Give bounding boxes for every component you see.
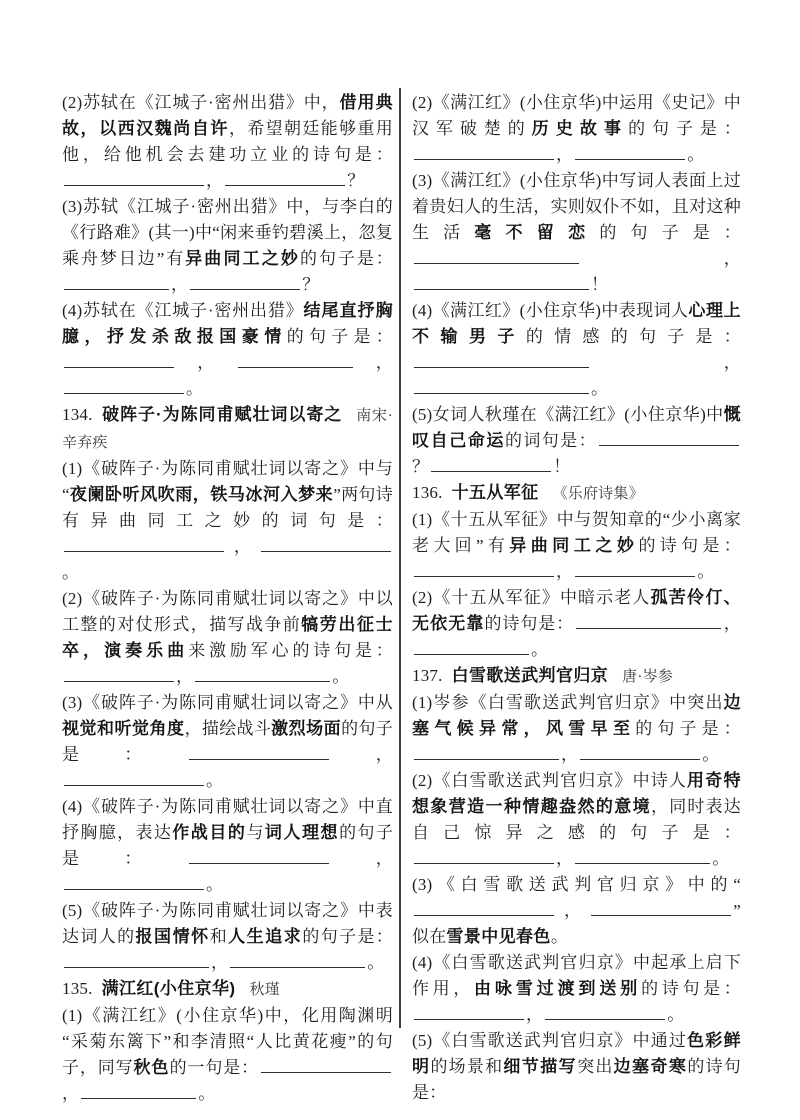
question-text: 的句子是：: [635, 719, 742, 738]
question-text: (3)苏轼《江城子·密州出猎》中，与李白的《行路难》(其一)中“闲来垂钓碧溪上，忽复乘舟梦日边”有: [62, 197, 393, 268]
question-text: (2)《满江红》(小住京华)中运用《史记》中汉军破楚的: [412, 93, 741, 138]
section-heading: [412, 663, 741, 690]
answer-blank: [545, 1017, 665, 1020]
question-text: 的情感的句子是：: [525, 327, 741, 346]
question-text: ，: [226, 537, 259, 556]
question-text: 的句子是：: [302, 927, 394, 946]
heading-title: 满江红(小住京华): [101, 979, 236, 998]
answer-blank: [414, 391, 589, 394]
question-text: 。: [531, 640, 549, 659]
answer-blank: [414, 757, 559, 760]
emphasis-text: 孤苦伶仃、无依无靠: [412, 588, 742, 633]
question-text: 的句子是：: [286, 327, 394, 346]
answer-blank: [64, 549, 224, 552]
section-heading: [62, 976, 393, 1003]
question-item: [412, 507, 741, 585]
question-item: [412, 402, 741, 480]
emphasis-text: 借用典故，以西汉魏尚自许: [62, 93, 394, 138]
question-text: ，: [176, 353, 236, 372]
answer-blank: [64, 183, 204, 186]
heading-author: 南宋·辛弃疾: [62, 408, 393, 451]
heading-number: 135.: [62, 979, 93, 998]
question-text: (4)苏轼在《江城子·密州出猎》: [62, 301, 304, 320]
question-text: (3)《白雪歌送武判官归京》中的“: [412, 875, 741, 894]
heading-title: 白雪歌送武判官归京: [451, 666, 609, 685]
question-text: (2)《白雪歌送武判官归京》中诗人: [412, 771, 687, 790]
question-text: (1)《破阵子·为陈同甫赋壮词以寄之》中与“: [62, 459, 393, 504]
question-text: 突出: [577, 1057, 614, 1076]
answer-blank: [414, 574, 554, 577]
heading-title: 破阵子·为陈同甫赋壮词以寄之: [101, 405, 343, 424]
question-text: (2)苏轼在《江城子·密州出猎》中，: [62, 93, 340, 112]
question-text: ，: [354, 353, 394, 372]
question-text: ！: [591, 275, 609, 294]
question-item: [412, 298, 741, 402]
question-text: 。: [702, 745, 720, 764]
answer-blank: [575, 574, 695, 577]
question-item: [62, 1003, 393, 1107]
answer-blank: [238, 365, 353, 368]
question-text: (4)《白雪歌送武判官归京》中起承上启下作用，: [412, 953, 741, 998]
question-text: 。: [667, 1005, 685, 1024]
question-text: (4)《满江红》(小住京华)中表现词人: [412, 301, 689, 320]
question-text: 的句子是：: [599, 223, 741, 242]
emphasis-text: 词人理想: [264, 823, 340, 842]
question-text: 。: [687, 145, 705, 164]
question-text: (3)《破阵子·为陈同甫赋壮词以寄之》中从: [62, 693, 393, 712]
answer-blank: [190, 287, 300, 290]
question-item: [62, 298, 393, 402]
question-text: ，: [556, 562, 574, 581]
emphasis-text: 由咏雪过渡到送别: [474, 979, 642, 998]
question-text: 。: [62, 563, 80, 582]
question-item: [62, 90, 393, 194]
answer-blank: [64, 679, 174, 682]
emphasis-text: 异曲同工之妙: [185, 249, 301, 268]
question-text: (5)女词人秋瑾在《满江红》(小住京华)中: [412, 405, 724, 424]
emphasis-text: 激烈场面: [271, 719, 342, 738]
heading-number: 137.: [412, 666, 443, 685]
answer-blank: [414, 157, 554, 160]
answer-blank: [575, 157, 685, 160]
section-heading: [62, 402, 393, 456]
emphasis-text: 细节描写: [503, 1057, 578, 1076]
heading-number: 134.: [62, 405, 93, 424]
answer-blank: [81, 1096, 196, 1099]
answer-blank: [64, 365, 174, 368]
question-text: 。: [550, 927, 569, 946]
answer-blank: [189, 757, 329, 760]
question-text: 。: [206, 771, 224, 790]
question-text: (1)《满江红》(小住京华)中，化用陶渊明“采菊东篱下”和李清照“人比黄花瘦”的句子，同写: [62, 1006, 393, 1077]
question-text: 的句子是：: [62, 823, 394, 868]
answer-blank: [431, 469, 551, 472]
section-heading: [412, 480, 741, 507]
question-text: 。: [712, 849, 730, 868]
question-text: ”两句诗有异曲同工之妙的词句是：: [62, 485, 393, 530]
question-text: 和: [209, 927, 229, 946]
heading-author: 《乐府诗集》: [552, 486, 644, 502]
question-text: ，: [591, 353, 741, 372]
question-text: ，: [556, 901, 590, 920]
answer-blank: [580, 757, 700, 760]
answer-blank: [261, 549, 391, 552]
column-left: [62, 90, 393, 1107]
question-item: [62, 794, 393, 898]
question-item: [62, 456, 393, 586]
question-text: 的诗句是：: [412, 1057, 741, 1102]
question-text: ，同时表达自己惊异之感的句子是：: [412, 797, 741, 842]
question-text: ”似在: [412, 901, 741, 946]
emphasis-text: 边塞奇寒: [613, 1057, 688, 1076]
question-item: [412, 90, 741, 168]
answer-blank: [230, 965, 365, 968]
question-text: ，希望朝廷能够重用他，给他机会去建功立业的诗句是：: [62, 119, 393, 164]
question-text: 。: [367, 953, 385, 972]
question-text: ，: [171, 275, 189, 294]
question-item: [412, 950, 741, 1028]
question-text: ？: [302, 275, 320, 294]
question-text: 的诗句是：: [638, 536, 741, 555]
emphasis-text: 毫不留恋: [474, 223, 600, 242]
question-text: 的句子是：: [628, 119, 742, 138]
question-text: 的句子是：: [300, 249, 394, 268]
question-item: [62, 898, 393, 976]
question-item: [62, 586, 393, 690]
emphasis-text: 夜阑卧听风吹雨，铁马冰河入梦来: [69, 485, 334, 504]
question-item: [412, 1028, 741, 1106]
emphasis-text: 作战目的: [172, 823, 247, 842]
emphasis-text: 慨叹自己命运: [412, 405, 741, 450]
question-item: [62, 690, 393, 794]
emphasis-text: 犒劳出征士卒，演奏乐曲: [62, 615, 394, 660]
question-text: (1)《十五从军征》中与贺知章的“少小离家老大回”有: [412, 510, 741, 555]
question-item: [412, 690, 741, 768]
question-text: (2)《十五从军征》中暗示老人: [412, 588, 651, 607]
question-text: ，: [330, 745, 394, 764]
question-text: (2)《破阵子·为陈同甫赋壮词以寄之》中以工整的对仗形式，描写战争前: [62, 589, 393, 634]
question-text: ，描绘战斗: [184, 719, 272, 738]
heading-number: 136.: [412, 483, 443, 502]
emphasis-text: 色彩鲜明: [412, 1031, 741, 1076]
emphasis-text: 心理上不输男子: [412, 301, 741, 346]
column-right: [412, 90, 741, 1106]
answer-blank: [575, 861, 710, 864]
heading-author: 唐·岑参: [622, 669, 673, 685]
question-text: 的场景和: [430, 1057, 504, 1076]
question-item: [62, 194, 393, 298]
question-text: ，: [206, 171, 224, 190]
question-text: 来激励军心的诗句是：: [188, 641, 394, 660]
column-divider-rule: [399, 88, 401, 1028]
question-text: ，: [556, 145, 574, 164]
answer-blank: [414, 365, 589, 368]
question-text: ，: [581, 249, 741, 268]
question-text: 的词句是：: [505, 431, 597, 450]
answer-blank: [414, 287, 589, 290]
answer-blank: [225, 183, 345, 186]
question-text: 的句子是：: [62, 719, 393, 764]
question-item: [412, 168, 741, 298]
question-text: 。: [186, 379, 204, 398]
question-item: [412, 872, 741, 950]
question-text: 。: [697, 562, 715, 581]
question-text: ？: [412, 457, 430, 476]
emphasis-text: 视觉和听觉角度: [62, 719, 185, 738]
emphasis-text: 结尾直抒胸臆，抒发杀敌报国豪情: [62, 301, 393, 346]
question-text: ，: [62, 1084, 80, 1103]
question-text: ，: [723, 614, 741, 633]
answer-blank: [591, 913, 731, 916]
question-text: 。: [198, 1084, 216, 1103]
answer-blank: [64, 965, 209, 968]
question-text: 的诗句是：: [484, 614, 575, 633]
answer-blank: [261, 1070, 391, 1073]
answer-blank: [414, 861, 554, 864]
question-text: ，: [561, 745, 579, 764]
question-text: 的一句是：: [169, 1058, 259, 1077]
question-text: ，: [556, 849, 574, 868]
question-text: 与: [246, 823, 265, 842]
answer-blank: [599, 443, 739, 446]
question-text: ，: [176, 667, 194, 686]
question-text: ？: [347, 171, 365, 190]
emphasis-text: 用奇特想象营造一种情趣盎然的意境: [412, 771, 741, 816]
answer-blank: [414, 652, 529, 655]
question-text: (3)《满江红》(小住京华)中写词人表面上过着贵妇人的生活，实则奴仆不如，且对这种生活: [412, 171, 741, 242]
emphasis-text: 雪景中见春色: [446, 927, 551, 946]
emphasis-text: 秋色: [133, 1058, 170, 1077]
question-item: [412, 585, 741, 663]
emphasis-text: 边塞气候异常，风雪早至: [412, 693, 741, 738]
answer-blank: [64, 783, 204, 786]
question-text: (4)《破阵子·为陈同甫赋壮词以寄之》中直抒胸臆，表达: [62, 797, 393, 842]
answer-blank: [64, 887, 204, 890]
question-text: (5)《白雪歌送武判官归京》中通过: [412, 1031, 687, 1050]
question-text: (5)《破阵子·为陈同甫赋壮词以寄之》中表达词人的: [62, 901, 393, 946]
question-text: 的诗句是：: [641, 979, 742, 998]
emphasis-text: 人生追求: [228, 927, 303, 946]
question-text: ，: [526, 1005, 544, 1024]
answer-blank: [64, 391, 184, 394]
question-text: ，: [330, 849, 394, 868]
question-text: ，: [211, 953, 229, 972]
answer-blank: [414, 913, 554, 916]
answer-blank: [414, 1017, 524, 1020]
question-text: 。: [591, 379, 609, 398]
question-text: ！: [553, 457, 571, 476]
heading-title: 十五从军征: [451, 483, 539, 502]
question-text: 。: [332, 667, 350, 686]
question-text: 。: [206, 875, 224, 894]
emphasis-text: 报国情怀: [135, 927, 210, 946]
heading-author: 秋瑾: [249, 982, 280, 998]
emphasis-text: 异曲同工之妙: [509, 536, 639, 555]
emphasis-text: 历史故事: [531, 119, 629, 138]
answer-blank: [414, 261, 579, 264]
answer-blank: [189, 861, 329, 864]
answer-blank: [576, 626, 721, 629]
question-item: [412, 768, 741, 872]
answer-blank: [64, 287, 169, 290]
answer-blank: [195, 679, 330, 682]
question-text: (1)岑参《白雪歌送武判官归京》中突出: [412, 693, 724, 712]
